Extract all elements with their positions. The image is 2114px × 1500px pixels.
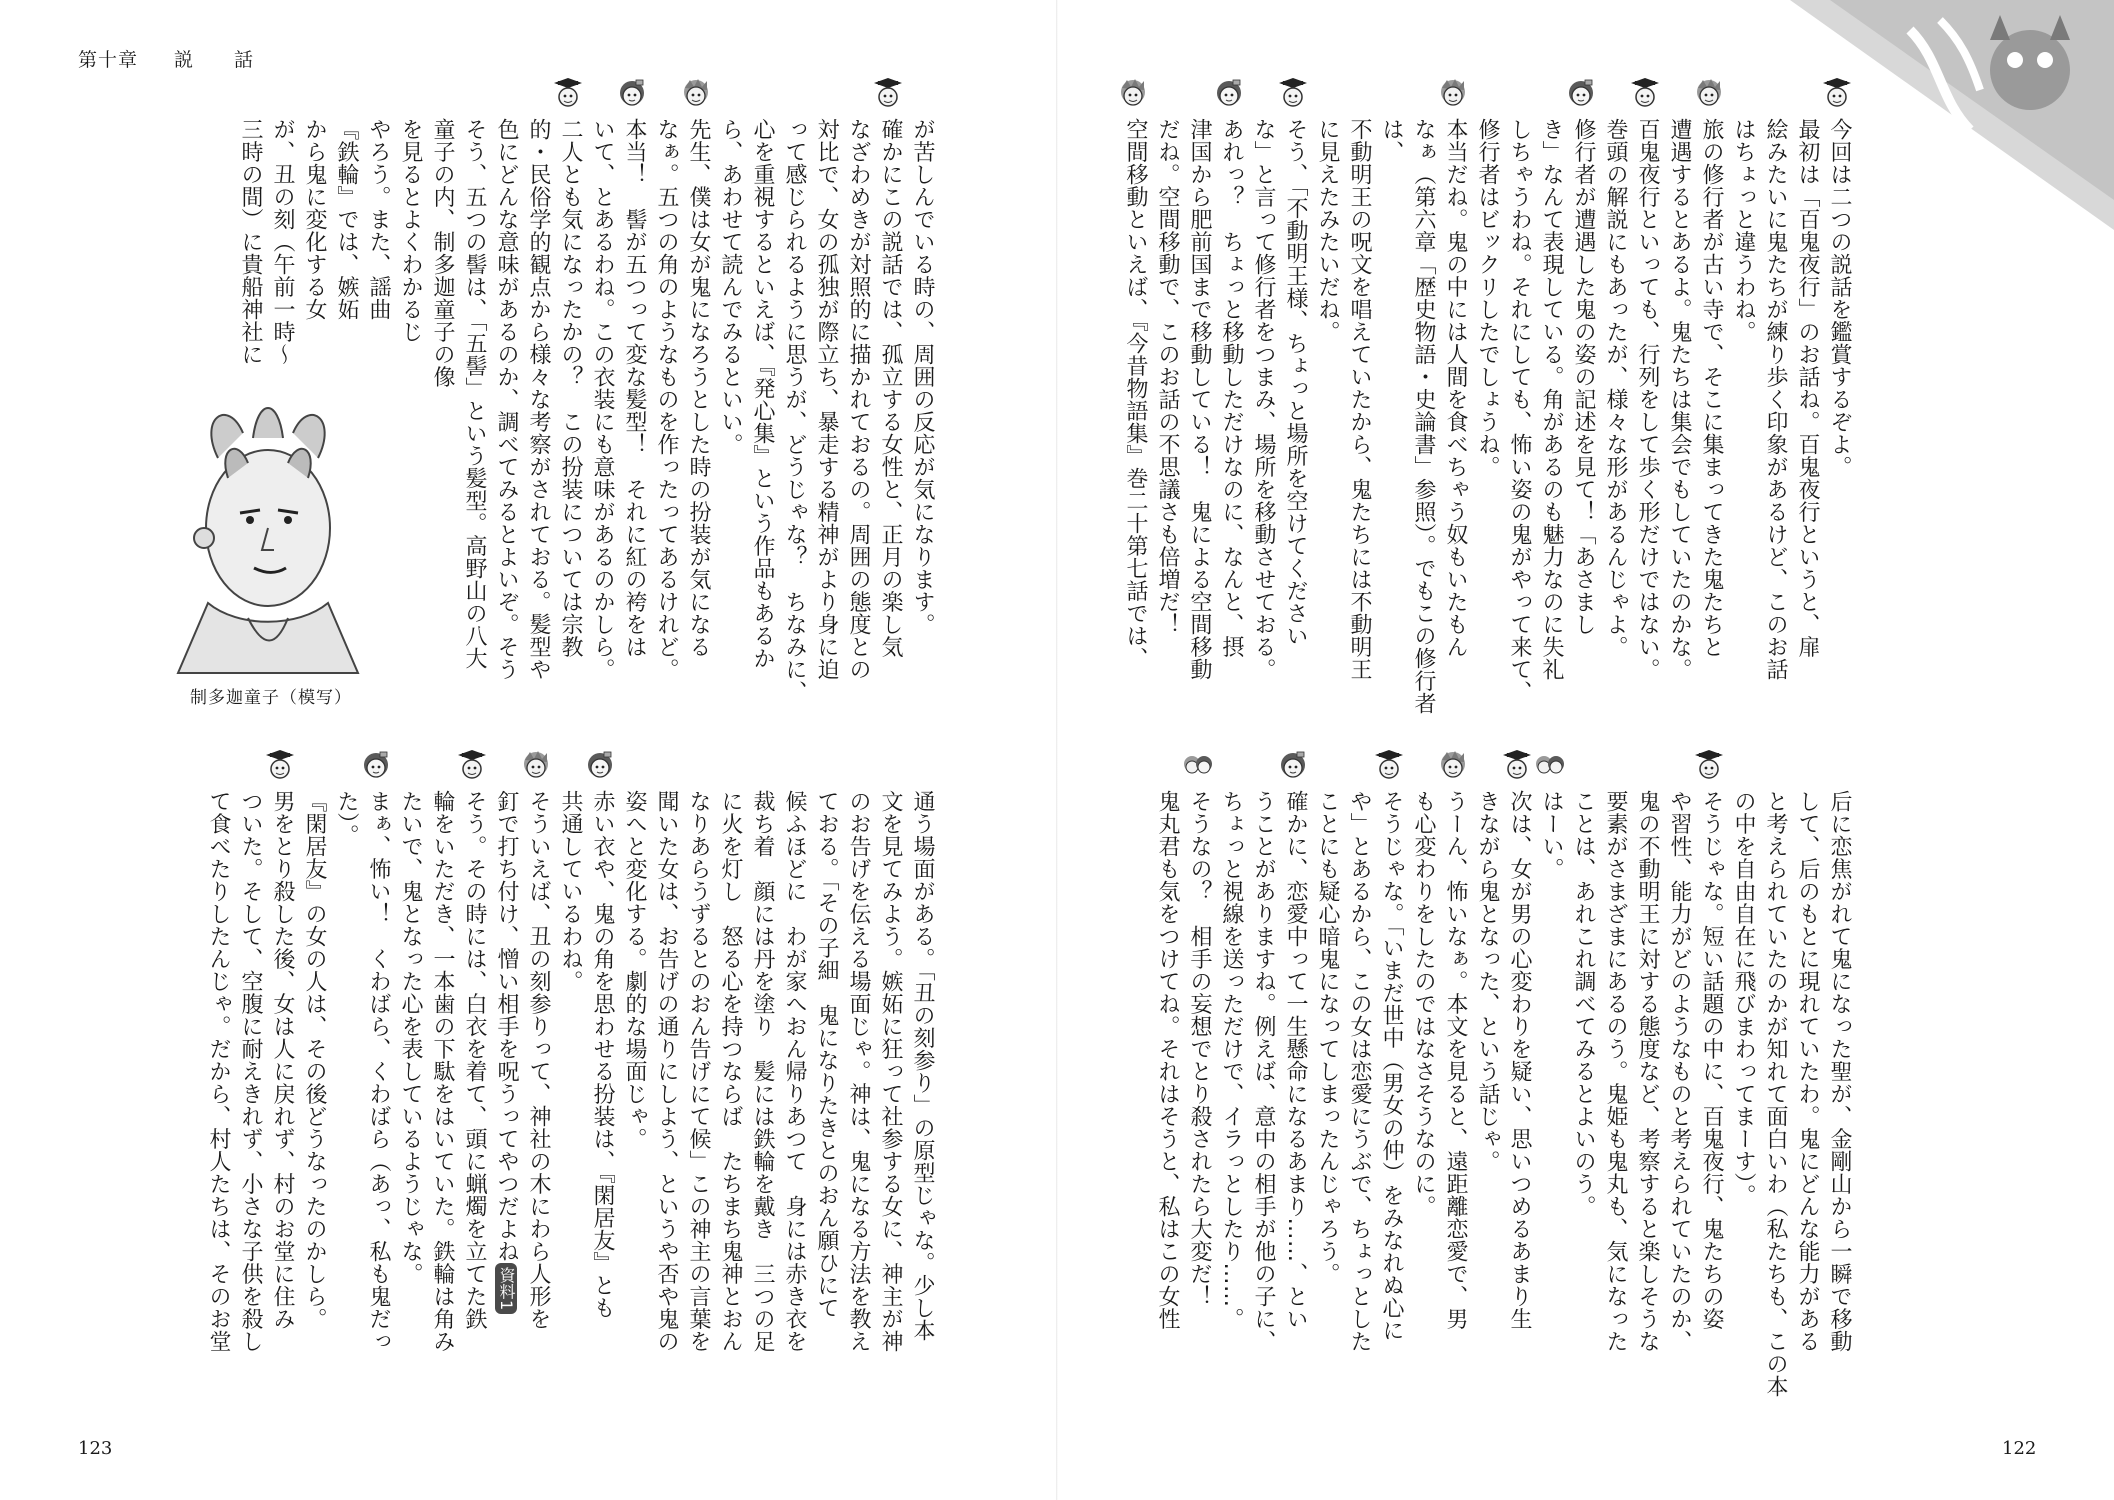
text-line: そういえば、丑の刻参りって、神社の木にわら人形を — [522, 790, 554, 1400]
girl-speaker-icon — [618, 78, 646, 108]
teacher-speaker-icon — [874, 78, 902, 108]
text-line: なざわめきが対照的に描かれておるの。周囲の態度との — [846, 118, 871, 681]
text-line: 三時の間）に貴船神社に — [238, 118, 263, 366]
text-line: うことがありますね。例えば、意中の相手が他の子に、 — [1251, 790, 1276, 1353]
text-line: 絵みたいに鬼たちが練り歩く印象があるけど、このお話 — [1763, 118, 1788, 681]
text-line: って感じられるように思うが、どうじゃな？ ちなみに、 — [782, 118, 807, 703]
boy-speaker-icon — [1439, 750, 1467, 780]
text-line: はちょっと違うわね。 — [1731, 118, 1756, 343]
text-line: 的・民俗学的観点から様々な考察がされておる。髪型や — [526, 118, 551, 681]
text-line: いて、とあるわね。この衣装にも意味があるのかしら。 — [590, 118, 615, 681]
page-number-right: 122 — [2002, 1438, 2037, 1459]
teacher-speaker-icon — [1695, 750, 1723, 780]
text-line: 色にどんな意味があるのか、調べてみるとよいぞ。そう — [494, 118, 519, 681]
text-line: 裁ち着 顔には丹を塗り 髪には鉄輪を戴き 三つの足 — [750, 790, 775, 1353]
text-line: あれっ？ ちょっと移動しただけなのに、なんと、摂 — [1215, 118, 1247, 718]
girl-speaker-icon — [586, 750, 614, 780]
text-line: そうじゃな。短い話題の中に、百鬼夜行、鬼たちの姿 — [1695, 790, 1727, 1400]
text-line: 心を重視するといえば、『発心集』という作品もあるか — [750, 118, 775, 670]
text-line: 童子の内、制多迦童子の像 — [430, 118, 455, 388]
boy-speaker-icon — [522, 750, 550, 780]
text-line: 男をとり殺した後、女は人に戻れず、村のお堂に住み — [266, 790, 298, 1400]
text-line: 鬼の不動明王に対する態度など、考察すると楽しそうな — [1635, 790, 1660, 1353]
running-header — [78, 45, 254, 72]
text-line: 釘で打ち付け、憎い相手を呪うってやつだよね資料1 — [490, 790, 522, 1400]
text-line: なぁ（第六章「歴史物語・史論書」参照）。でもこの修行者は、 — [1379, 118, 1436, 715]
text-line: から鬼に変化する女 — [302, 118, 327, 321]
text-line: と考えられていたのかが知れて面白いわ（私たちも、この本 — [1763, 790, 1788, 1398]
text-line: ことにも疑心暗鬼になってしまったんじゃろう。 — [1315, 790, 1340, 1285]
boy-speaker-icon — [682, 78, 710, 108]
text-line: そうなの？ 相手の妄想でとり殺されたら大変だ！ — [1183, 790, 1215, 1400]
text-line: ついた。そして、空腹に耐えきれず、小さな子供を殺し — [238, 790, 263, 1353]
text-line: うーん、怖いなぁ。本文を見ると、遠距離恋愛で、男 — [1439, 790, 1471, 1400]
text-line: 巻頭の解説にもあったが、様々な形があるんじゃよ。 — [1603, 118, 1628, 658]
text-line: 赤い衣や、鬼の角を思わせる扮装は、『閑居友』とも — [586, 790, 618, 1400]
text-line: 百鬼夜行といっても、行列をして歩く形だけではない。 — [1631, 118, 1663, 718]
text-line: 鬼丸君も気をつけてね。それはそうと、私はこの女性 — [1155, 790, 1180, 1330]
teacher-speaker-icon — [1279, 78, 1307, 108]
text-line: 最初は「百鬼夜行」のお話ね。百鬼夜行というと、扉 — [1795, 118, 1820, 658]
text-line: 修行者が遭遇した鬼の姿の記述を見て！「あさまし — [1567, 118, 1599, 718]
text-line: て食べたりしたんじゃ。だから、村人たちは、そのお堂 — [206, 790, 231, 1353]
text-line: 聞いた女は、お告げの通りにしよう、というや否や鬼の — [654, 790, 679, 1353]
boy-speaker-icon — [1119, 78, 1147, 108]
text-line: 対比で、女の孤独が際立ち、暴走する精神がより身に迫 — [814, 118, 839, 681]
teacher-speaker-icon — [1375, 750, 1403, 780]
text-line: だね。空間移動で、このお話の不思議さも倍増だ！ — [1155, 118, 1180, 636]
text-line: ことは、あれこれ調べてみるとよいのう。 — [1571, 790, 1596, 1218]
text-line: ておる。「その子細 鬼になりたきとのおん願ひにて — [814, 790, 839, 1319]
text-line: を見るとよくわかるじ — [398, 118, 423, 343]
figure-caption: 制多迦童子（模写） — [190, 688, 352, 708]
text-line: が苦しんでいる時の、周囲の反応が気になります。 — [910, 118, 935, 636]
left-page-bottom-block — [160, 790, 938, 1400]
text-line: ちょっと視線を送っただけで、イラっとしたり……。 — [1219, 790, 1244, 1330]
text-line: や習性、能力がどのようなものと考えられていたのか、 — [1667, 790, 1692, 1353]
girl-speaker-icon — [1215, 78, 1243, 108]
girl-speaker-icon — [1567, 78, 1595, 108]
text-line: 『閑居友』の女の人は、その後どうなったのかしら。 — [302, 790, 327, 1330]
page-number-left: 123 — [78, 1438, 113, 1459]
teacher-speaker-icon — [266, 750, 294, 780]
text-line: 文を見てみよう。嫉妬に狂って社参する女に、神主が神 — [878, 790, 903, 1353]
text-line: 不動明王の呪文を唱えていたから、鬼たちには不動明王 — [1347, 118, 1372, 681]
girl-speaker-icon — [1279, 750, 1307, 780]
text-line: 共通しているわね。 — [558, 790, 583, 993]
text-line: に見えたみたいだね。 — [1315, 118, 1340, 343]
text-line: そう、五つの髻は、「五髻」という髪型。高野山の八大 — [462, 118, 487, 670]
teacher-speaker-icon — [1631, 78, 1659, 108]
text-line: 空間移動といえば、『今昔物語集』巻二十第七話では、 — [1119, 118, 1151, 718]
text-line: たいで、鬼となった心を表しているようじゃな。 — [398, 790, 423, 1285]
text-line: な」と言って修行者をつまみ、場所を移動させておる。 — [1251, 118, 1276, 681]
text-line: 二人とも気になったかの？ この扮装については宗教 — [554, 118, 586, 718]
text-line: 先生、僕は女が鬼になろうとした時の扮装が気になる — [682, 118, 714, 718]
text-line: や」とあるから、この女は恋愛にうぶで、ちょっとした — [1347, 790, 1372, 1353]
text-line: が、丑の刻（午前一時～ — [270, 118, 295, 366]
text-line: きながら鬼となった、という話じゃ。 — [1475, 790, 1500, 1173]
text-line: 后に恋焦がれて鬼になった聖が、金剛山から一瞬で移動 — [1827, 790, 1852, 1353]
text-line: き」なんて表現している。角があるのも魅力なのに失礼 — [1539, 118, 1564, 681]
text-line: 遭遇するとあるよ。鬼たちは集会でもしていたのかな。 — [1667, 118, 1692, 681]
boy-speaker-icon — [1439, 78, 1467, 108]
text-line: 本当！ 髻が五つって変な髪型！ それに紅の袴をは — [618, 118, 650, 718]
page-gutter — [1056, 0, 1058, 1500]
text-line: の中を自由自在に飛びまわってまーす）。 — [1731, 790, 1756, 1207]
text-line: ら、あわせて読んでみるといい。 — [718, 118, 743, 456]
text-line: 確かに、恋愛中って一生懸命になるあまり……、とい — [1279, 790, 1311, 1400]
seitaka-doji-sketch-icon — [158, 378, 378, 678]
right-page-top-block — [1123, 118, 1855, 718]
text-line: して、后のもとに現れていたわ。鬼にどんな能力がある — [1795, 790, 1820, 1353]
text-line: 次は、女が男の心変わりを疑い、思いつめるあまり生 — [1503, 790, 1535, 1400]
reference-badge: 資料1 — [495, 1263, 517, 1315]
text-line: まぁ、怖い！ くわばら、くわばら（あっ、私も鬼だった）。 — [330, 790, 394, 1400]
duo-speaker-icon — [1183, 750, 1213, 780]
text-line: 輪をいただき、一本歯の下駄をはいていた。鉄輪は角み — [430, 790, 455, 1353]
text-line: 旅の修行者が古い寺で、そこに集まってきた鬼たちと — [1695, 118, 1727, 718]
girl-speaker-icon — [362, 750, 390, 780]
text-line: 『鉄輪』では、嫉妬 — [334, 118, 359, 321]
boy-speaker-icon — [1695, 78, 1723, 108]
seitaka-doji-figure — [158, 378, 378, 708]
teacher-speaker-icon — [554, 78, 582, 108]
text-line: そうじゃな。「いまだ世中（男女の仲）をみなれぬ心に — [1375, 790, 1407, 1400]
text-line: しちゃうわね。それにしても、怖い姿の鬼がやって来て、 — [1507, 118, 1532, 703]
text-line: 通う場面がある。「丑の刻参り」の原型じゃな。少し本 — [910, 790, 935, 1342]
chapter-title: 説 話 — [174, 49, 255, 71]
text-line: 津国から肥前国まで移動している！ 鬼による空間移動 — [1187, 118, 1212, 681]
text-line: なりあらうずるとのおん告げにて候」この神主の言葉を — [686, 790, 711, 1353]
text-line: 今回は二つの説話を鑑賞するぞよ。 — [1823, 118, 1855, 718]
text-line: 修行者はビックリしたでしょうね。 — [1475, 118, 1500, 478]
text-line: やろう。また、謡曲 — [366, 118, 391, 321]
teacher-speaker-icon — [1823, 78, 1851, 108]
text-line: 確かにこの説話では、孤立する女性と、正月の楽し気 — [874, 118, 906, 718]
text-line: そう。その時には、白衣を着て、頭に蝋燭を立てた鉄 — [458, 790, 490, 1400]
text-line: はーい。 — [1535, 790, 1567, 1400]
text-line: なぁ。五つの角のようなものを作ったってあるけれど。 — [654, 118, 679, 681]
text-line: 姿へと変化する。劇的な場面じゃ。 — [622, 790, 647, 1150]
text-line: 要素がさまざまにあるのう。鬼姫も鬼丸も、気になった — [1603, 790, 1628, 1353]
text-line: 候ふほどに わが家へおん帰りあつて 身には赤き衣を — [782, 790, 807, 1353]
right-page-bottom-block — [1155, 790, 1855, 1400]
teacher-speaker-icon — [458, 750, 486, 780]
duo-speaker-icon — [1535, 750, 1565, 780]
text-line: 本当だね。鬼の中には人間を食べちゃう奴もいたもん — [1439, 118, 1471, 718]
text-line: そう、「不動明王様、ちょっと場所を空けてください — [1279, 118, 1311, 718]
teacher-speaker-icon — [1503, 750, 1531, 780]
text-line: に火を灯し 怒る心を持つならば たちまち鬼神とおん — [718, 790, 743, 1353]
chapter-label: 第十章 — [78, 49, 139, 71]
text-line: のお告げを伝える場面じゃ。神は、鬼になる方法を教え — [846, 790, 871, 1353]
text-line: も心変わりをしたのではなさそうなのに。 — [1411, 790, 1436, 1218]
